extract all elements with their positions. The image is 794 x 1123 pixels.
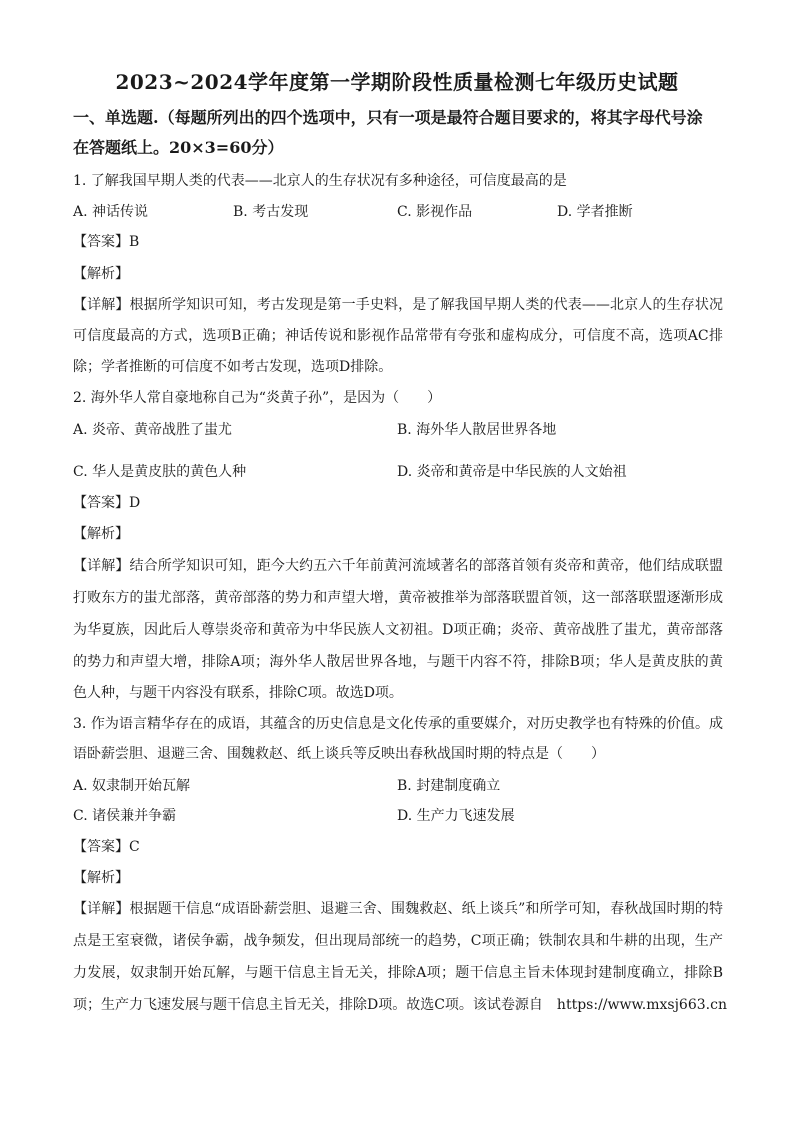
q1-stem: 1. 了解我国早期人类的代表——北京人的生存状况有多种途径，可信度最高的是 [73, 173, 567, 189]
q3-analysis-label: 【解析】 [73, 870, 129, 886]
q3-detail-line: 力发展，奴隶制开始瓦解，与题干信息主旨无关，排除A项；题干信息主旨未体现封建制度确立，排除B [73, 965, 723, 981]
q2-analysis-label: 【解析】 [73, 526, 129, 542]
q3-option-b: B. 封建制度确立 [397, 778, 501, 794]
q3-option-c: C. 诸侯兼并争霸 [73, 808, 177, 824]
q2-answer: 【答案】D [73, 495, 141, 511]
q1-detail-line: 除；学者推断的可信度不如考古发现，选项D排除。 [73, 359, 393, 375]
q2-option-b: B. 海外华人散居世界各地 [397, 422, 557, 438]
q3-answer: 【答案】C [73, 839, 140, 855]
q2-option-c: C. 华人是黄皮肤的黄色人种 [73, 464, 247, 480]
q3-detail-line: 【详解】根据题干信息“成语卧薪尝胆、退避三舍、围魏救赵、纸上谈兵”和所学可知，春秋战国时期的特 [73, 901, 723, 917]
q1-answer: 【答案】B [73, 234, 140, 250]
q1-detail-line: 【详解】根据所学知识可知，考古发现是第一手史料，是了解我国早期人类的代表——北京人的生存状况 [73, 297, 723, 313]
q3-option-d: D. 生产力飞速发展 [397, 808, 515, 824]
q2-detail-line: 的势力和声望大增，排除A项；海外华人散居世界各地，与题干内容不符，排除B项；华人是黄皮肤的黄 [73, 654, 723, 670]
q1-option-d: D. 学者推断 [557, 204, 633, 220]
q1-option-c: C. 影视作品 [397, 204, 473, 220]
q2-detail-line: 打败东方的蚩尤部落，黄帝部落的势力和声望大增，黄帝被推举为部落联盟首领，这一部落联盟逐渐形成 [73, 590, 723, 606]
section-heading-line-2: 在答题纸上。20×3=60分） [73, 138, 284, 157]
q2-detail-line: 为华夏族，因此后人尊崇炎帝和黄帝为中华民族人文初祖。D项正确；炎帝、黄帝战胜了蚩尤，黄帝部落 [73, 622, 723, 638]
q1-option-b: B. 考古发现 [233, 204, 309, 220]
page-title: 2023~2024学年度第一学期阶段性质量检测七年级历史试题 [115, 70, 679, 94]
q2-detail-line: 色人种，与题干内容没有联系，排除C项。故选D项。 [73, 685, 403, 701]
q2-detail-line: 【详解】结合所学知识可知，距今大约五六千年前黄河流域著名的部落首领有炎帝和黄帝，他们结成联盟 [73, 558, 723, 574]
q3-option-a: A. 奴隶制开始瓦解 [73, 778, 191, 794]
q2-option-a: A. 炎帝、黄帝战胜了蚩尤 [73, 422, 233, 438]
q3-detail-line: 项；生产力飞速发展与题干信息主旨无关，排除D项。故选C项。该试卷源自 https://www.mxsj663.cn [73, 997, 727, 1013]
q2-option-d: D. 炎帝和黄帝是中华民族的人文始祖 [397, 464, 627, 480]
q1-option-a: A. 神话传说 [73, 204, 149, 220]
section-heading-line-1: 一、单选题.（每题所列出的四个选项中，只有一项是最符合题目要求的，将其字母代号涂 [73, 108, 703, 127]
q3-detail-line: 点是王室衰微，诸侯争霸，战争频发，但出现局部统一的趋势，C项正确；铁制农具和牛耕的出现，生产 [73, 933, 723, 949]
q1-detail-line: 可信度最高的方式，选项B正确；神话传说和影视作品常带有夸张和虚构成分，可信度不高，选项AC排 [73, 328, 723, 344]
q2-stem: 2. 海外华人常自豪地称自己为“炎黄子孙”，是因为（ ） [73, 390, 442, 406]
q3-stem-line: 语卧薪尝胆、退避三舍、围魏救赵、纸上谈兵等反映出春秋战国时期的特点是（ ） [73, 746, 605, 762]
q3-stem-line: 3. 作为语言精华存在的成语，其蕴含的历史信息是文化传承的重要媒介，对历史教学也有特殊的价值。成 [73, 716, 723, 732]
q1-analysis-label: 【解析】 [73, 266, 129, 282]
